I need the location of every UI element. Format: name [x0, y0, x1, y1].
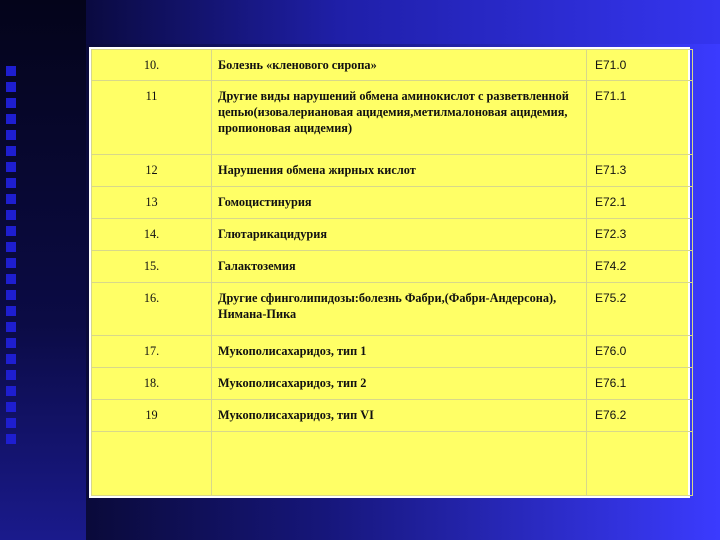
- disease-name: Другие сфинголипидозы:болезнь Фабри,(Фабри-Андерсона), Нимана-Пика: [212, 283, 587, 336]
- row-number: 11: [92, 81, 212, 155]
- decor-square: [6, 322, 16, 332]
- decor-square: [6, 306, 16, 316]
- disease-name: Мукополисахаридоз, тип VI: [212, 400, 587, 432]
- table-row: [92, 368, 693, 400]
- table-row: [92, 251, 693, 283]
- row-number: 19: [92, 400, 212, 432]
- decor-square: [6, 178, 16, 188]
- table-row: [92, 155, 693, 187]
- disease-name: Нарушения обмена жирных кислот: [212, 155, 587, 187]
- icd-code: E76.1: [587, 368, 693, 400]
- disease-name: Глютарикацидурия: [212, 219, 587, 251]
- decor-square: [6, 194, 16, 204]
- icd-code: E75.2: [587, 283, 693, 336]
- disease-name: Мукополисахаридоз, тип 2: [212, 368, 587, 400]
- icd-code: E72.3: [587, 219, 693, 251]
- decor-square: [6, 434, 16, 444]
- table-row: [92, 283, 693, 336]
- row-number: 16.: [92, 283, 212, 336]
- table-row: [92, 81, 693, 155]
- icd-code: E71.3: [587, 155, 693, 187]
- disease-name: Болезнь «кленового сиропа»: [212, 50, 587, 81]
- table-row: [92, 187, 693, 219]
- decor-square: [6, 338, 16, 348]
- table-row: [92, 219, 693, 251]
- row-number: 18.: [92, 368, 212, 400]
- decor-square: [6, 146, 16, 156]
- disease-name: Мукополисахаридоз, тип 1: [212, 336, 587, 368]
- disease-name: Галактоземия: [212, 251, 587, 283]
- decor-square: [6, 82, 16, 92]
- table-row: [92, 400, 693, 432]
- row-number: 10.: [92, 50, 212, 81]
- decor-square: [6, 130, 16, 140]
- table-row-empty: [92, 432, 693, 496]
- table-row: [92, 50, 693, 81]
- icd-code: E72.1: [587, 187, 693, 219]
- icd-code: E71.0: [587, 50, 693, 81]
- top-decor-band: [86, 0, 720, 44]
- row-number: 17.: [92, 336, 212, 368]
- row-number: 15.: [92, 251, 212, 283]
- decor-square: [6, 162, 16, 172]
- decor-square: [6, 290, 16, 300]
- disease-name: Другие виды нарушений обмена аминокислот с разветвленной цепью(изовалериановая ацидемия,метилмалоновая ацидемия, пропионовая ацидемия): [212, 81, 587, 155]
- empty-cell: [212, 432, 587, 496]
- decor-square: [6, 242, 16, 252]
- disease-name: Гомоцистинурия: [212, 187, 587, 219]
- empty-cell: [587, 432, 693, 496]
- decor-square: [6, 274, 16, 284]
- decor-square: [6, 114, 16, 124]
- table-row: [92, 336, 693, 368]
- icd-code: E71.1: [587, 81, 693, 155]
- decor-square: [6, 210, 16, 220]
- decor-square: [6, 386, 16, 396]
- icd-code: E74.2: [587, 251, 693, 283]
- row-number: 12: [92, 155, 212, 187]
- decor-square: [6, 354, 16, 364]
- icd-code: E76.0: [587, 336, 693, 368]
- decor-square: [6, 258, 16, 268]
- row-number: 13: [92, 187, 212, 219]
- decor-square: [6, 418, 16, 428]
- decor-square: [6, 226, 16, 236]
- decor-square: [6, 370, 16, 380]
- decor-squares: [6, 66, 16, 450]
- decor-square: [6, 98, 16, 108]
- empty-cell: [92, 432, 212, 496]
- disease-code-table: [89, 47, 690, 498]
- decor-square: [6, 66, 16, 76]
- row-number: 14.: [92, 219, 212, 251]
- decor-square: [6, 402, 16, 412]
- icd-code: E76.2: [587, 400, 693, 432]
